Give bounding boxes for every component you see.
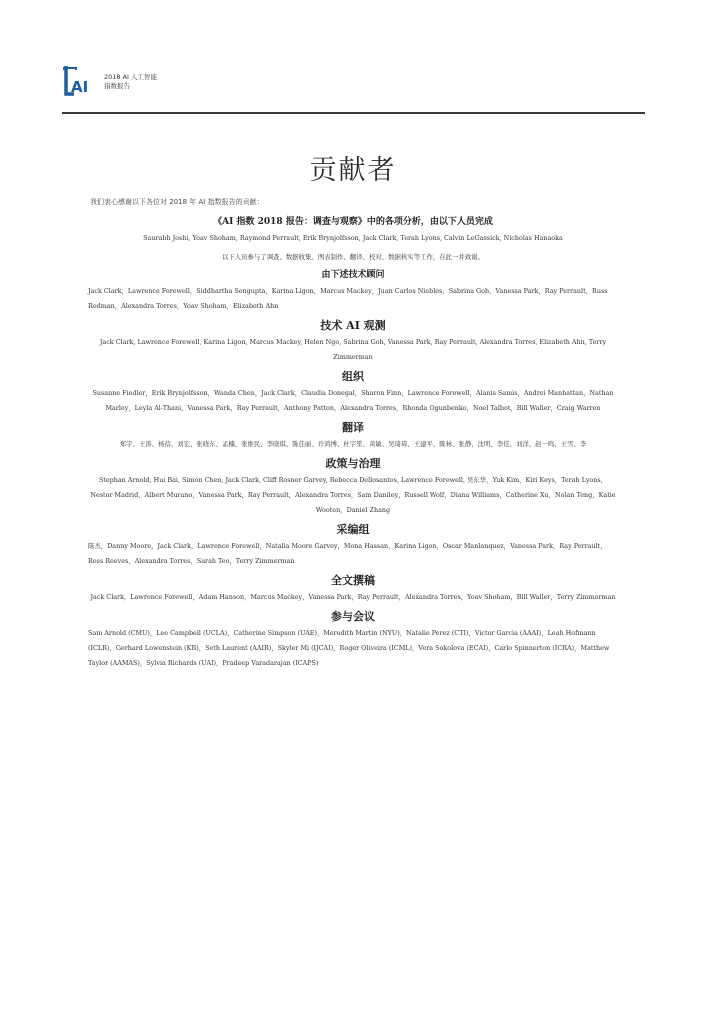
section-conferences <box>88 611 618 671</box>
section-writing <box>88 575 618 605</box>
section-acknowledgement <box>88 250 618 265</box>
section-title: 技术 AI 观测 <box>320 319 386 332</box>
logo-icon <box>62 64 98 98</box>
section-technical-ai <box>88 320 618 365</box>
section-title: 全文撰稿 <box>331 574 375 587</box>
section-title: 翻译 <box>342 421 364 434</box>
section-body: Stephan Arnold, Hui Bai, Simon Chen, Jack Clark, Cliff Rosner Garvey, Rebecca Dellosantos, Lawrence Forewell, 吴东华，Yuk Kim，Kiri Keys，Terah Lyons，Nestor Madrid，Albert Murano，Vanessa Park，Ray Perrault，Alexandra Torres，Sam Daniley，Russell Wolf，Diana Williams，Catherine Xu，Nolan Teng，Katie Wooten，Daniel Zhang <box>90 476 616 514</box>
section-editorial <box>88 524 618 569</box>
section-translation <box>88 422 618 452</box>
section-policy <box>88 458 618 518</box>
section-body: 郑宇、王涛、杨蓓、刘宏、张晓东、孟楠、张维民、李晓琪、陈佳丽、许鸿博、杜宇笙、黄敏、吴琦琦、王建平、陈林、张静、沈明、李佳、刘洋、赵一鸣、王雪、李 <box>119 440 587 448</box>
section-body: 陈杰，Danny Moore，Jack Clark，Lawrence Forewell，Natalia Moore Garvey，Mona Hassan，Karina Ligon，Oscar Manlanquez，Vanessa Park，Ray Perrault，Ross Reeves，Alexandra Torres，Sarah Teo，Terry Zimmerman <box>88 542 607 565</box>
report-label <box>104 73 157 91</box>
page-title: 贡献者 <box>309 155 397 186</box>
svg-text:AI: AI <box>71 78 89 96</box>
section-title: 《AI 指数 2018 报告：调查与观察》中的各项分析，由以下人员完成 <box>213 217 493 227</box>
section-title: 参与会议 <box>331 610 375 623</box>
section-body: Sam Arnold (CMU)，Lee Campbell (UCLA)，Catherine Simpson (UAE)，Meredith Martin (NYU)，Natalie Perez (CTI)，Victor Garcia (AAAI)，Leah Hofmann (ICLR)，Gerhard Lowenstein (KR)，Seth Laurent (AAIR)，Skyler Mi (IJCAI)，Roger Oliveira (ICML)，Vera Sokolova (ECAI)，Carlo Spinnerton (ICRA)，Matthew Taylor (AAMAS)，Sylvia Richards (UAI)，Pradeep Varadarajan (ICAPS) <box>88 629 610 667</box>
section-body: 以下人员参与了调查、数据收集、图表制作、翻译、校对、数据核实等工作，在此一并致谢。 <box>221 253 484 261</box>
section-body: Jack Clark，Lawrence Forewell，Adam Hanson，Marcus Mackey，Vanessa Park，Ray Perrault，Alexandra Torres，Yoav Shoham，Bill Waller，Terry Zimmerman <box>90 593 616 601</box>
contributors-content <box>88 216 618 675</box>
logo <box>62 64 98 98</box>
section-organization <box>88 371 618 416</box>
section-body: Saurabh Joshi, Yoav Shoham, Raymond Perrault, Erik Brynjolfsson, Jack Clark, Terah Lyons, Calvin LeGassick, Nicholas Hanaoka <box>143 234 563 242</box>
section-title: 组织 <box>342 370 364 383</box>
section-technical-advisors <box>88 269 618 314</box>
section-analysis <box>88 216 618 246</box>
header-rule <box>62 112 645 114</box>
section-title: 政策与治理 <box>325 457 381 470</box>
section-title: 由下述技术顾问 <box>321 270 385 280</box>
section-body: Susanne Fiedler，Erik Brynjolfsson，Wanda Chen，Jack Clark，Claudia Donegal，Sharon Finn，Lawrence Forewell，Alanis Samis，Andrei Manhattan，Nathan Marley，Leyla Al-Thani，Vanessa Park，Ray Perrault，Anthony Patton，Alexandra Torres，Rhonda Ogunbenko，Noel Talbot，Bill Waller，Craig Warren <box>92 389 614 412</box>
report-line1: 2018 AI 人工智能 <box>104 73 158 81</box>
section-body: Jack Clark, Lawrence Forewell, Karina Ligon, Marcus Mackey, Helen Ngo, Sabrina Goh, Vanessa Park, Ray Perrault, Alexandra Torres, Elizabeth Ahn, Terry Zimmerman <box>99 338 607 361</box>
section-title: 采编组 <box>336 523 370 536</box>
section-body: Jack Clark，Lawrence Forewell，Siddhartha Sengupta，Karina Ligon，Marcus Mackey，Juan Carlos Niebles，Sabrina Goh，Vanessa Park，Ray Perrault，Russ Rodman，Alexandra Torres，Yoav Shoham，Elizabeth Ahn <box>88 287 608 310</box>
intro-text: 我们衷心感谢以下各位对 2018 年 AI 指数报告的贡献： <box>90 198 264 206</box>
report-line2: 指数报告 <box>104 82 130 90</box>
